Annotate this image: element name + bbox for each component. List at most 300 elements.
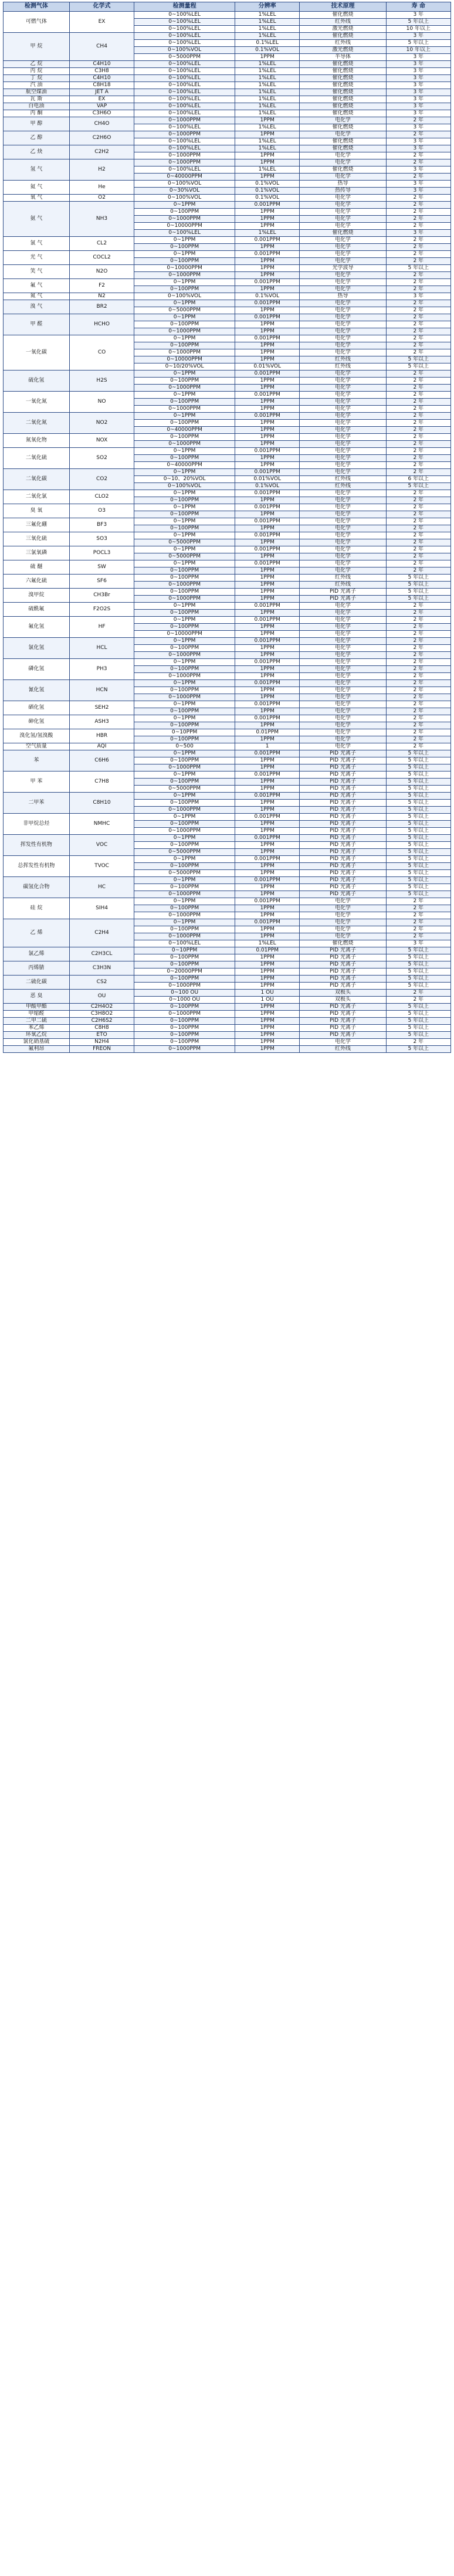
resolution-cell: 1PPM [235,455,299,462]
life-cell: 2 年 [386,701,450,708]
technology-cell: 电化学 [300,385,386,392]
technology-cell: 催化燃烧 [300,12,386,19]
resolution-cell: 1PPM [235,511,299,518]
technology-cell: 催化燃烧 [300,230,386,237]
resolution-cell: 0.001PPM [235,518,299,525]
resolution-cell: 1PPM [235,708,299,715]
gas-formula-cell: C3H8 [69,68,134,75]
gas-name-cell: 甲缩醛 [4,1011,70,1018]
range-cell: 0~100%LEL [134,138,235,145]
resolution-cell: 1PPM [235,736,299,743]
resolution-cell: 0.001PPM [235,919,299,926]
range-cell: 0~1PPM [134,877,235,884]
gas-name-cell: 臭 氧 [4,504,70,518]
life-cell: 2 年 [386,342,450,349]
gas-formula-cell: HCHO [69,314,134,335]
resolution-cell: 0.01PPM [235,729,299,736]
range-cell: 0~100PPM [134,757,235,764]
gas-formula-cell: JET A [69,89,134,96]
range-cell: 0~1000PPM [134,891,235,898]
table-row [4,335,451,342]
range-cell: 0~100PPM [134,666,235,673]
resolution-cell: 1%LEL [235,940,299,947]
resolution-cell: 1PPM [235,434,299,441]
table-row [4,772,451,779]
life-cell: 2 年 [386,652,450,659]
resolution-cell: 1PPM [235,441,299,448]
gas-formula-cell: N2O [69,265,134,279]
life-cell: 5 年以上 [386,1004,450,1011]
column-header-life: 寿 命 [386,2,450,12]
gas-name-cell: 瓦 斯 [4,96,70,103]
range-cell: 0~1000PPM [134,1011,235,1018]
resolution-cell: 0.001PPM [235,793,299,800]
life-cell: 2 年 [386,202,450,209]
technology-cell: PID 光离子 [300,800,386,807]
resolution-cell: 1PPM [235,349,299,356]
table-row [4,575,451,582]
gas-formula-cell: CH4O [69,117,134,131]
range-cell: 0~1PPM [134,898,235,905]
gas-name-cell: 氨 气 [4,202,70,237]
range-cell: 0~10/20%VOL [134,363,235,371]
range-cell: 0~1PPM [134,300,235,307]
life-cell: 2 年 [386,673,450,680]
resolution-cell: 1PPM [235,912,299,919]
life-cell: 2 年 [386,553,450,560]
technology-cell: 电化学 [300,152,386,159]
life-cell: 5 年以上 [386,596,450,603]
life-cell: 5 年以上 [386,891,450,898]
life-cell: 5 年以上 [386,265,450,272]
table-header-row [4,2,451,12]
technology-cell: 电化学 [300,244,386,251]
technology-cell: 电化学 [300,434,386,441]
technology-cell: 电化学 [300,497,386,504]
life-cell: 2 年 [386,912,450,919]
technology-cell: 电化学 [300,933,386,940]
life-cell: 2 年 [386,905,450,912]
technology-cell: 电化学 [300,455,386,462]
technology-cell: 激光燃烧 [300,47,386,54]
resolution-cell: 1PPM [235,307,299,314]
gas-formula-cell: CS2 [69,976,134,990]
life-cell: 5 年以上 [386,582,450,589]
gas-name-cell: 氯乙烯 [4,947,70,961]
life-cell: 2 年 [386,286,450,293]
life-cell: 5 年以上 [386,750,450,757]
life-cell: 3 年 [386,96,450,103]
technology-cell: 电化学 [300,286,386,293]
resolution-cell: 0.1%VOL [235,483,299,490]
table-row [4,589,451,596]
table-row [4,793,451,800]
gas-name-cell: 氯化硝基硫 [4,1039,70,1046]
range-cell: 0~1000 OU [134,997,235,1004]
life-cell: 5 年以上 [386,828,450,835]
range-cell: 0~100PPM [134,610,235,617]
gas-name-cell: 一氧化碳 [4,335,70,371]
life-cell: 3 年 [386,75,450,82]
resolution-cell: 0.001PPM [235,680,299,687]
range-cell: 0~100PPM [134,800,235,807]
life-cell: 2 年 [386,279,450,286]
life-cell: 2 年 [386,131,450,138]
life-cell: 5 年以上 [386,483,450,490]
technology-cell: 电化学 [300,399,386,406]
range-cell: 0~100PPM [134,736,235,743]
range-cell: 0~1PPM [134,518,235,525]
gas-formula-cell: HC [69,877,134,898]
gas-name-cell: 溴 气 [4,300,70,314]
resolution-cell: 1PPM [235,842,299,849]
gas-formula-cell: F2 [69,279,134,293]
table-row [4,1011,451,1018]
resolution-cell: 1%LEL [235,110,299,117]
resolution-cell: 1PPM [235,933,299,940]
table-row [4,976,451,983]
range-cell: 0~1000PPM [134,933,235,940]
technology-cell: PID 光离子 [300,856,386,863]
table-row [4,279,451,286]
technology-cell: PID 光离子 [300,842,386,849]
resolution-cell: 0.001PPM [235,251,299,258]
gas-name-cell: 丙烯腈 [4,961,70,976]
resolution-cell: 1%LEL [235,124,299,131]
technology-cell: 电化学 [300,159,386,166]
technology-cell: 电化学 [300,926,386,933]
range-cell: 0~1000PPM [134,673,235,680]
resolution-cell: 1%LEL [235,68,299,75]
table-row [4,638,451,645]
technology-cell: 催化燃烧 [300,103,386,110]
table-row [4,518,451,525]
gas-formula-cell: PH3 [69,659,134,680]
range-cell: 0~100PPM [134,420,235,427]
technology-cell: 催化燃烧 [300,940,386,947]
gas-name-cell: 氯化氢 [4,638,70,659]
technology-cell: 红外线 [300,483,386,490]
range-cell: 0~1000PPM [134,159,235,166]
resolution-cell: 1PPM [235,159,299,166]
resolution-cell: 1PPM [235,652,299,659]
technology-cell: 电化学 [300,371,386,378]
table-row [4,314,451,321]
table-header [4,2,451,12]
technology-cell: 电化学 [300,427,386,434]
resolution-cell: 1%LEL [235,26,299,33]
technology-cell: 电化学 [300,546,386,553]
gas-name-cell: 硫化氢 [4,371,70,392]
range-cell: 0~1PPM [134,638,235,645]
life-cell: 2 年 [386,427,450,434]
table-row [4,75,451,82]
technology-cell: 电化学 [300,413,386,420]
range-cell: 0~5000PPM [134,539,235,546]
resolution-cell: 1PPM [235,131,299,138]
table-row [4,202,451,209]
gas-formula-cell: H2 [69,159,134,181]
life-cell: 5 年以上 [386,40,450,47]
gas-name-cell: 氧 气 [4,195,70,202]
range-cell: 0~100PPM [134,244,235,251]
resolution-cell: 1PPM [235,610,299,617]
table-row [4,265,451,272]
gas-name-cell: 二硫化碳 [4,976,70,990]
life-cell: 3 年 [386,181,450,188]
gas-formula-cell: CO [69,335,134,371]
resolution-cell: 1PPM [235,582,299,589]
range-cell: 0~100PPM [134,961,235,968]
technology-cell: 电化学 [300,898,386,905]
resolution-cell: 1PPM [235,1032,299,1039]
gas-name-cell: 硒化氢 [4,701,70,715]
resolution-cell: 0.001PPM [235,546,299,553]
range-cell: 0~1PPM [134,469,235,476]
column-header-range: 检测量程 [134,2,235,12]
technology-cell: PID 光离子 [300,954,386,961]
resolution-cell: 1%LEL [235,89,299,96]
range-cell: 0~100%LEL [134,40,235,47]
resolution-cell: 1PPM [235,342,299,349]
life-cell: 5 年以上 [386,1025,450,1032]
gas-name-cell: 氮 气 [4,293,70,300]
resolution-cell: 1PPM [235,575,299,582]
gas-name-cell: 氯 气 [4,237,70,251]
gas-formula-cell: HF [69,617,134,638]
technology-cell: PID 光离子 [300,968,386,976]
range-cell: 0~100PPM [134,575,235,582]
life-cell: 5 年以上 [386,961,450,968]
technology-cell: 催化燃烧 [300,124,386,131]
range-cell: 0~100%LEL [134,68,235,75]
range-cell: 0~100PPM [134,905,235,912]
range-cell: 0~1000PPM [134,385,235,392]
resolution-cell: 1PPM [235,216,299,223]
range-cell: 0~1000PPM [134,652,235,659]
life-cell: 5 年以上 [386,786,450,793]
resolution-cell: 1PPM [235,884,299,891]
gas-name-cell: 光 气 [4,251,70,265]
resolution-cell: 1PPM [235,687,299,694]
gas-name-cell: 二氧化碳 [4,469,70,490]
resolution-cell: 1PPM [235,272,299,279]
gas-formula-cell: POCL3 [69,546,134,560]
range-cell: 0~100PPM [134,378,235,385]
range-cell: 0~100%VOL [134,195,235,202]
resolution-cell: 1PPM [235,244,299,251]
range-cell: 0~10000PPM [134,631,235,638]
resolution-cell: 0.1%LEL [235,40,299,47]
life-cell: 2 年 [386,638,450,645]
table-row [4,947,451,954]
life-cell: 2 年 [386,392,450,399]
resolution-cell: 1PPM [235,328,299,335]
life-cell: 2 年 [386,919,450,926]
life-cell: 5 年以上 [386,19,450,26]
gas-name-cell: 非甲烷总烃 [4,814,70,835]
resolution-cell: 1PPM [235,891,299,898]
resolution-cell: 0.001PPM [235,750,299,757]
resolution-cell: 0.001PPM [235,638,299,645]
table-row [4,448,451,455]
life-cell: 2 年 [386,546,450,553]
life-cell: 2 年 [386,300,450,307]
resolution-cell: 1PPM [235,926,299,933]
life-cell: 3 年 [386,188,450,195]
technology-cell: 电化学 [300,209,386,216]
technology-cell: 电化学 [300,117,386,124]
resolution-cell: 0.001PPM [235,504,299,511]
range-cell: 0~1PPM [134,237,235,244]
life-cell: 2 年 [386,624,450,631]
table-row [4,490,451,497]
range-cell: 0~5000PPM [134,54,235,61]
life-cell: 5 年以上 [386,1032,450,1039]
column-header-technology: 技术原理 [300,2,386,12]
range-cell: 0~1PPM [134,413,235,420]
range-cell: 0~100PPM [134,455,235,462]
resolution-cell: 0.001PPM [235,469,299,476]
technology-cell: 电化学 [300,321,386,328]
range-cell: 0~1000PPM [134,131,235,138]
resolution-cell: 1PPM [235,174,299,181]
technology-cell: PID 光离子 [300,757,386,764]
resolution-cell: 1PPM [235,645,299,652]
technology-cell: PID 光离子 [300,772,386,779]
gas-name-cell: 砷化氢 [4,715,70,729]
resolution-cell: 1PPM [235,1018,299,1025]
range-cell: 0~100%LEL [134,96,235,103]
life-cell: 3 年 [386,82,450,89]
range-cell: 0~100PPM [134,976,235,983]
resolution-cell: 1PPM [235,807,299,814]
resolution-cell: 1PPM [235,539,299,546]
resolution-cell: 1PPM [235,525,299,532]
range-cell: 0~1PPM [134,856,235,863]
life-cell: 2 年 [386,335,450,342]
gas-formula-cell: C2H2 [69,145,134,159]
range-cell: 0~1000PPM [134,828,235,835]
gas-name-cell: 挥发性有机物 [4,835,70,856]
gas-name-cell: 硅 烷 [4,898,70,919]
technology-cell: 红外线 [300,19,386,26]
range-cell: 0~1PPM [134,546,235,553]
range-cell: 0~1000PPM [134,406,235,413]
gas-name-cell: 氟化氢 [4,617,70,638]
gas-formula-cell: NO [69,392,134,413]
gas-name-cell: 二甲苯 [4,793,70,814]
resolution-cell: 1PPM [235,462,299,469]
resolution-cell: 1 [235,743,299,750]
resolution-cell: 0.1%VOL [235,47,299,54]
life-cell: 5 年以上 [386,835,450,842]
life-cell: 2 年 [386,349,450,356]
technology-cell: 电化学 [300,631,386,638]
life-cell: 2 年 [386,216,450,223]
life-cell: 3 年 [386,230,450,237]
life-cell: 2 年 [386,117,450,124]
range-cell: 0~100%VOL [134,181,235,188]
range-cell: 0~10000PPM [134,223,235,230]
resolution-cell: 1PPM [235,722,299,729]
technology-cell: PID 光离子 [300,1011,386,1018]
range-cell: 0~1PPM [134,603,235,610]
technology-cell: PID 光离子 [300,835,386,842]
gas-name-cell: 丁 烷 [4,75,70,82]
technology-cell: 双极头 [300,990,386,997]
technology-cell: 热导 [300,181,386,188]
range-cell: 0~100PPM [134,258,235,265]
resolution-cell: 1%LEL [235,96,299,103]
range-cell: 0~10PPM [134,729,235,736]
technology-cell: 电化学 [300,722,386,729]
resolution-cell: 0.001PPM [235,279,299,286]
technology-cell: 电化学 [300,279,386,286]
technology-cell: 电化学 [300,652,386,659]
technology-cell: 电化学 [300,532,386,539]
range-cell: 0~5000PPM [134,553,235,560]
range-cell: 0~100PPM [134,779,235,786]
technology-cell: 电化学 [300,223,386,230]
resolution-cell: 0.001PPM [235,856,299,863]
technology-cell: 催化燃烧 [300,61,386,68]
resolution-cell: 0.001PPM [235,659,299,666]
table-row [4,546,451,553]
range-cell: 0~100PPM [134,624,235,631]
resolution-cell: 1PPM [235,673,299,680]
technology-cell: PID 光离子 [300,1018,386,1025]
range-cell: 0~1000PPM [134,912,235,919]
life-cell: 2 年 [386,525,450,532]
resolution-cell: 0.001PPM [235,877,299,884]
gas-name-cell: 氟利昂 [4,1046,70,1053]
resolution-cell: 1PPM [235,321,299,328]
resolution-cell: 1 OU [235,990,299,997]
range-cell: 0~5000PPM [134,786,235,793]
table-row [4,61,451,68]
gas-formula-cell: NMHC [69,814,134,835]
gas-name-cell: 三氟化硼 [4,518,70,532]
life-cell: 3 年 [386,89,450,96]
table-row [4,1004,451,1011]
life-cell: 10 年以上 [386,47,450,54]
life-cell: 2 年 [386,174,450,181]
column-header-gas: 检测气体 [4,2,70,12]
technology-cell: 电化学 [300,729,386,736]
resolution-cell: 0.001PPM [235,413,299,420]
resolution-cell: 1PPM [235,983,299,990]
life-cell: 2 年 [386,209,450,216]
technology-cell: 电化学 [300,680,386,687]
gas-detection-spec-page [0,2,454,1053]
table-row [4,469,451,476]
resolution-cell: 1PPM [235,821,299,828]
technology-cell: PID 光离子 [300,596,386,603]
gas-name-cell: 空气质量 [4,743,70,750]
life-cell: 2 年 [386,1039,450,1046]
technology-cell: 催化燃烧 [300,68,386,75]
resolution-cell: 0.001PPM [235,448,299,455]
gas-formula-cell: C2H4O2 [69,1004,134,1011]
life-cell: 2 年 [386,511,450,518]
gas-formula-cell: C4H10 [69,61,134,68]
gas-formula-cell: FREON [69,1046,134,1053]
resolution-cell: 1PPM [235,589,299,596]
table-row [4,300,451,307]
life-cell: 2 年 [386,926,450,933]
gas-name-cell: 硫酰氟 [4,603,70,617]
